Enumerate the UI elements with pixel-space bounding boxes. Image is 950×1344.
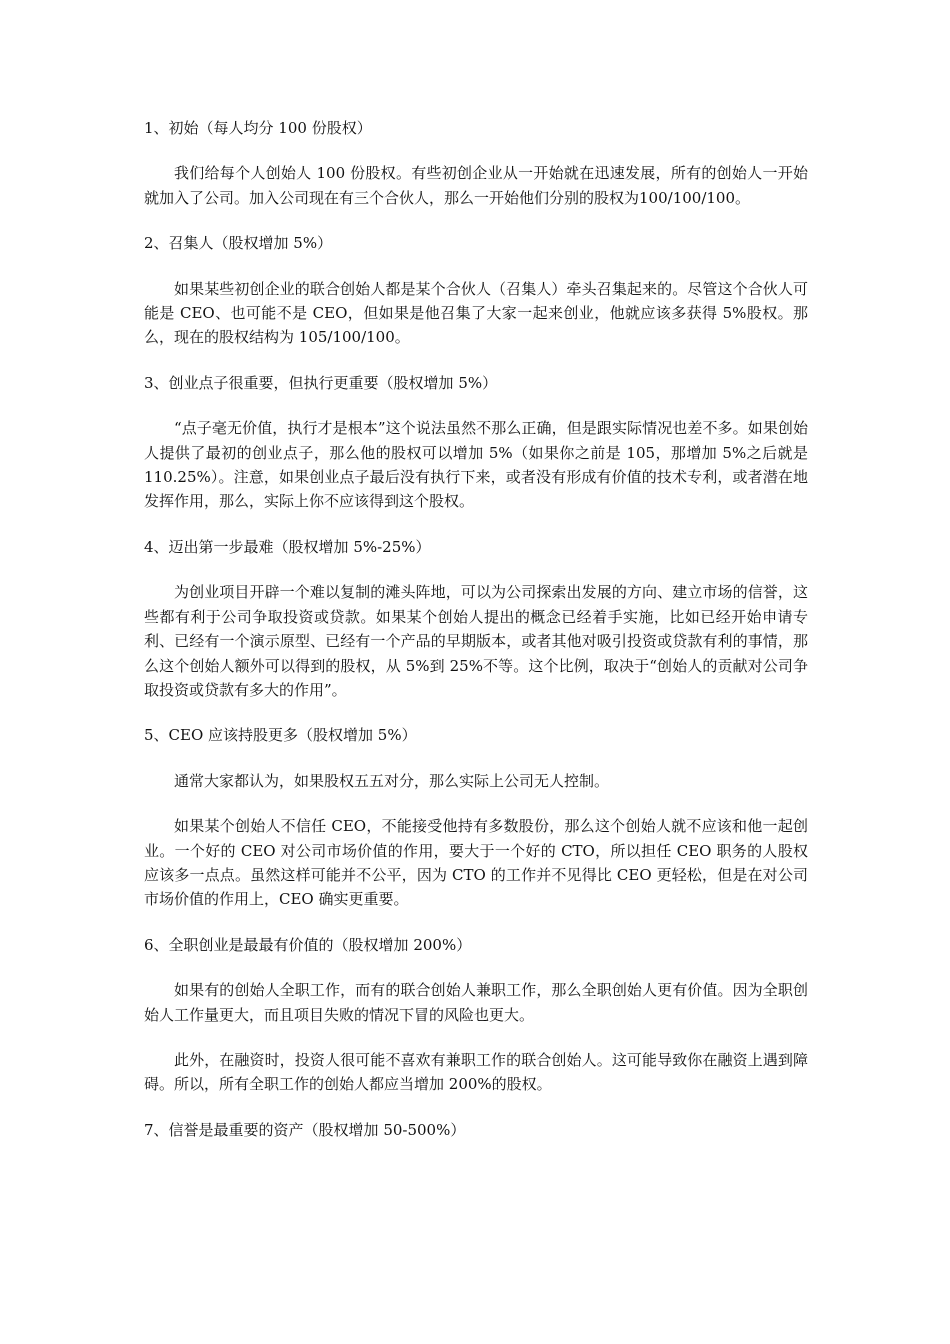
section-heading: 4、迈出第一步最难（股权增加 5%-25%） (144, 537, 431, 556)
section-heading: 3、创业点子很重要，但执行更重要（股权增加 5%） (144, 373, 498, 392)
section-idea (144, 371, 808, 514)
paragraph: 如果某个创始人不信任 CEO，不能接受他持有多数股份，那么这个创始人就不应该和他一起创业。一个好的 CEO 对公司市场价值的作用，要大于一个好的 CTO，所以担任 CEO 职务的人股权应该多一点点。虽然这样可能并不公平，因为 CTO 的工作并不见得比 CEO 更轻松，但是在对公司市场价值的作用上，CEO 确实更重要。 (144, 817, 808, 909)
section-full-time (144, 933, 808, 1097)
paragraph: 此外，在融资时，投资人很可能不喜欢有兼职工作的联合创始人。这可能导致你在融资上遇到障碍。所以，所有全职工作的创始人都应当增加 200%的股权。 (144, 1050, 808, 1094)
paragraph: 如果有的创始人全职工作，而有的联合创始人兼职工作，那么全职创始人更有价值。因为全职创始人工作量更大，而且项目失败的情况下冒的风险也更大。 (144, 981, 808, 1024)
paragraph: 通常大家都认为，如果股权五五对分，那么实际上公司无人控制。 (174, 771, 610, 790)
section-heading: 6、全职创业是最最有价值的（股权增加 200%） (144, 935, 472, 954)
paragraph: “点子毫无价值，执行才是根本”这个说法虽然不那么正确，但是跟实际情况也差不多。如果创始人提供了最初的创业点子，那么他的股权可以增加 5%（如果你之前是 105，那增加 5%之后就是 110.25%）。注意，如果创业点子最后没有执行下来，或者没有形成有价值的技术专利，或者潜在地发挥作用，那么，实际上你不应该得到这个股权。 (144, 419, 808, 511)
section-heading: 2、召集人（股权增加 5%） (144, 234, 333, 253)
section-heading: 5、CEO 应该持股更多（股权增加 5%） (144, 726, 417, 745)
section-first-step (144, 535, 808, 702)
paragraph: 我们给每个人创始人 100 份股权。有些初创企业从一开始就在迅速发展，所有的创始人一开始就加入了公司。加入公司现在有三个合伙人，那么一开始他们分别的股权为100/100/100。 (144, 164, 808, 207)
section-heading: 1、初始（每人均分 100 份股权） (144, 119, 372, 137)
section-ceo (144, 723, 808, 911)
section-reputation (144, 1118, 808, 1142)
section-convener (144, 231, 808, 350)
document-page (144, 116, 808, 1163)
section-initial (144, 116, 808, 210)
paragraph: 为创业项目开辟一个难以复制的滩头阵地，可以为公司探索出发展的方向、建立市场的信誉，这些都有利于公司争取投资或贷款。如果某个创始人提出的概念已经着手实施，比如已经开始申请专利、已经有一个演示原型、已经有一个产品的早期版本，或者其他对吸引投资或贷款有利的事情，那么这个创始人额外可以得到的股权，从 5%到 25%不等。这个比例，取决于“创始人的贡献对公司争取投资或贷款有多大的作用”。 (144, 583, 808, 699)
section-heading: 7、信誉是最重要的资产（股权增加 50-500%） (144, 1120, 466, 1139)
paragraph: 如果某些初创企业的联合创始人都是某个合伙人（召集人）牵头召集起来的。尽管这个合伙人可能是 CEO、也可能不是 CEO，但如果是他召集了大家一起来创业，他就应该多获得 5%股权。那么，现在的股权结构为 105/100/100。 (144, 279, 808, 347)
